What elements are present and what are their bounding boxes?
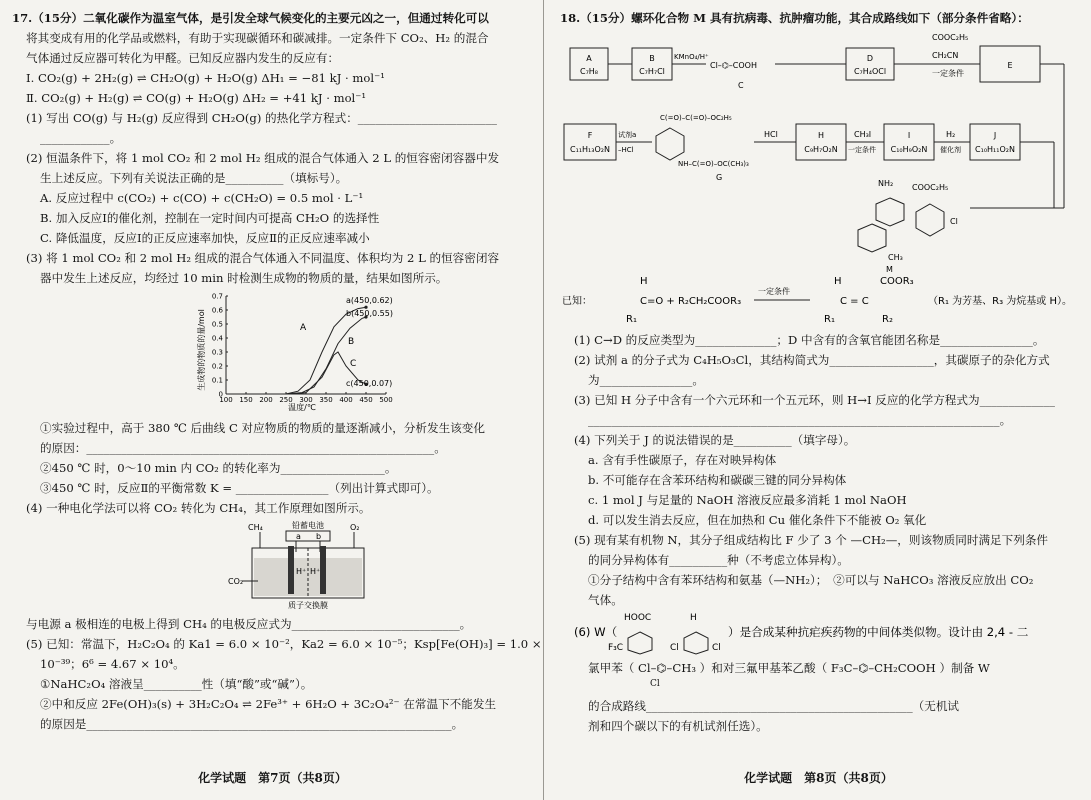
M-ester: COOC₂H₅	[912, 183, 949, 192]
q17-part5-1: (5) 已知：常温下，H₂C₂O₄ 的 Ka1 = 6.0 × 10⁻²，Ka2 = 6.0 × 10⁻⁵；Ksp[Fe(OH)₃] = 1.0 ×	[26, 637, 542, 651]
q17-part1-blank: ____________。	[40, 131, 122, 145]
co2-label: CO₂	[228, 577, 244, 586]
chart-y-tick-label: 0.4	[211, 334, 223, 343]
I-label: I	[907, 131, 911, 140]
product-cc: C = C	[840, 296, 869, 307]
known-reactants: C=O + R₂CH₂COOR₃	[640, 296, 742, 307]
w-ring-1	[628, 632, 652, 654]
q17-part4-question: 与电源 a 极相连的电极上得到 CH₄ 的电极反应式为_____________________________。	[26, 617, 472, 631]
M-ring-2	[858, 224, 886, 252]
chart-x-tick-label: 150	[239, 396, 253, 404]
q17-part3-q2: ②450 ℃ 时，0～10 min 内 CO₂ 的转化率为__________________。	[40, 461, 397, 475]
point-c-label: c(450,0.07)	[346, 379, 393, 388]
G-top: C(=O)–C(=O)–OC₂H₅	[660, 114, 732, 122]
q18-part6-pre: (6) W（	[574, 625, 618, 639]
q18-part3b: _______________________________________________________________________。	[588, 413, 1012, 427]
known-r1: R₁	[626, 314, 637, 325]
F-formula: C₁₁H₁₃O₂N	[570, 145, 610, 154]
w-structure	[560, 610, 1080, 654]
product-r1: R₁	[824, 314, 835, 325]
chart-x-tick-label: 500	[379, 396, 393, 404]
product-h: H	[834, 276, 842, 287]
q18-option-b: b. 不可能存在含苯环结构和碳碳三键的同分异构体	[588, 473, 847, 487]
q18-option-a: a. 含有手性碳原子，存在对映异构体	[588, 453, 777, 467]
page-7-footer: 化学试题 第7页（共8页）	[198, 771, 347, 785]
q18-part5b: 的同分异构体有__________种（不考虑立体异构）。	[588, 553, 849, 567]
minus-hcl: –HCl	[618, 146, 634, 154]
q17-header: 17.（15分）二氧化碳作为温室气体，是引发全球气候变化的主要元凶之一，但通过转化可以	[12, 11, 489, 25]
electrode-right	[320, 546, 326, 594]
q18-part3a: (3) 已知 H 分子中含有一个六元环和一个五元环，则 H→I 反应的化学方程式为_____________	[574, 393, 1055, 407]
q18-part5-cond-end: 气体。	[588, 593, 623, 607]
q17-part4: (4) 一种电化学法可以将 CO₂ 转化为 CH₄，其工作原理如图所示。	[26, 501, 371, 515]
chart-y-tick-label: 0.5	[211, 320, 223, 329]
page-8	[546, 0, 1091, 800]
q18-part2b: 为________________。	[588, 373, 704, 387]
q18-part1: (1) C→D 的反应类型为______________；D 中含有的含氧官能团名称是________________。	[574, 333, 1045, 347]
H-label: H	[817, 131, 825, 140]
chart-x-tick-label: 300	[299, 396, 313, 404]
q17-part2-1: (2) 恒温条件下，将 1 mol CO₂ 和 2 mol H₂ 组成的混合气体通入 2 L 的恒容密闭容器中发	[26, 151, 500, 165]
q17-part3-1: (3) 将 1 mol CO₂ 和 2 mol H₂ 组成的混合气体通入不同温度、体积均为 2 L 的恒容密闭容	[26, 251, 500, 265]
A-label: A	[586, 54, 592, 63]
D-label: D	[866, 54, 874, 63]
condition-1: 一定条件	[932, 69, 964, 78]
w-ring-2	[684, 632, 708, 654]
M-label: M	[886, 265, 893, 274]
page-7	[0, 0, 545, 800]
J-label: J	[993, 131, 997, 140]
reagent-h2: H₂	[946, 130, 956, 139]
reagent-ch3i: CH₃I	[854, 130, 872, 139]
battery	[286, 531, 330, 541]
reagent-kmno4: KMnO₄/H⁺	[674, 53, 709, 61]
box-F	[564, 124, 616, 160]
box-H	[796, 124, 846, 160]
q17-option-a: A. 反应过程中 c(CO₂) + c(CO) + c(CH₂O) = 0.5 mol · L⁻¹	[40, 191, 364, 205]
q17-part5-q2a: ②中和反应 2Fe(OH)₃(s) + 3H₂C₂O₄ ⇌ 2Fe³⁺ + 6H₂O + 3C₂O₄²⁻ 在常温下不能发生	[40, 697, 497, 711]
product-r2: R₂	[882, 314, 893, 325]
q18-option-c: c. 1 mol J 与足量的 NaOH 溶液反应最多消耗 1 mol NaOH	[588, 493, 907, 507]
product-coor3: COOR₃	[880, 276, 914, 287]
chart-y-tick-label: 0.3	[211, 348, 223, 357]
q17-part5-q2b: 的原因是_______________________________________________________________。	[40, 717, 464, 731]
box-I	[884, 124, 934, 160]
curve-b-label: B	[348, 337, 355, 347]
known-h: H	[640, 276, 648, 287]
J-formula: C₁₀H₁₁O₂N	[975, 145, 1015, 154]
box-J	[970, 124, 1020, 160]
membrane-label: 质子交换膜	[288, 601, 328, 610]
M-nh2: NH₂	[878, 179, 894, 188]
q17-part3-2: 器中发生上述反应，均经过 10 min 时检测生成物的物质的量，结果如图所示。	[40, 271, 448, 285]
q17-option-b: B. 加入反应Ⅰ的催化剂，控制在一定时间内可提高 CH₂O 的选择性	[40, 211, 380, 225]
q18-part6-line3: 的合成路线______________________________________________（无机试	[588, 699, 960, 713]
chart-x-tick-label: 350	[319, 396, 333, 404]
known-note: （R₁ 为芳基、R₃ 为烷基或 H）。	[928, 296, 1072, 307]
chart-x-tick-label: 450	[359, 396, 373, 404]
chart-x-tick-label: 200	[259, 396, 273, 404]
q18-header: 18.（15分）螺环化合物 M 具有抗病毒、抗肿瘤功能，其合成路线如下（部分条件省略）：	[560, 11, 1029, 25]
q17-intro-2: 气体通过反应器可转化为甲醛。已知反应器内发生的反应有：	[26, 51, 340, 65]
known-reaction	[560, 272, 1080, 326]
q18-part6-post: ）是合成某种抗疟疾药物的中间体类似物。设计由 2,4 - 二	[728, 625, 1029, 639]
M-ring-1	[876, 198, 904, 226]
q17-part2-2: 生上述反应。下列有关说法正确的是__________（填标号）。	[40, 171, 348, 185]
reagent-ch2cn: CH₂CN	[932, 51, 959, 60]
q18-part2a: (2) 试剂 a 的分子式为 C₄H₅O₃Cl，其结构简式为__________________，其碳原子的杂化方式	[574, 353, 1050, 367]
w-cl-2: Cl	[712, 643, 721, 653]
known-prefix: 已知：	[562, 296, 592, 307]
q17-part5-2: 10⁻³⁹；6⁶ = 4.67 × 10⁴。	[40, 657, 185, 671]
H-formula: C₉H₇O₂N	[804, 145, 838, 154]
D-formula: C₇H₄OCl	[853, 67, 887, 76]
q18-part5a: (5) 现有某有机物 N，其分子组成结构比 F 少了 3 个 —CH₂—，则该物质同时满足下列条件	[574, 533, 1049, 547]
catalyst: 催化剂	[940, 146, 961, 154]
q18-part4: (4) 下列关于 J 的说法错误的是__________（填字母）。	[574, 433, 856, 447]
q17-part1: (1) 写出 CO(g) 与 H₂(g) 反应得到 CH₂O(g) 的热化学方程式：________________________	[26, 111, 497, 125]
chart-y-tick-label: 0.7	[211, 292, 223, 301]
M-ring-3	[916, 204, 944, 236]
E-label: E	[1007, 61, 1013, 70]
q17-part3-q3: ③450 ℃ 时，反应Ⅱ的平衡常数 K = ________________（列出计算式即可）。	[40, 481, 439, 495]
q18-part5-cond: ①分子结构中含有苯环结构和氨基（—NH₂）； ②可以与 NaHCO₃ 溶液反应放出 CO₂	[588, 573, 1034, 587]
chart-y-tick-label: 0	[218, 390, 223, 399]
q17-part5-q1: ①NaHC₂O₄ 溶液呈__________性（填“酸”或“碱”）。	[40, 677, 313, 691]
B-formula: C₇H₇Cl	[639, 67, 665, 76]
q17-intro-1: 将其变成有用的化学品或燃料，有助于实现碳循环和碳减排。一定条件下 CO₂、H₂ 的混合	[26, 31, 489, 45]
point-a-label: a(450,0.62)	[346, 296, 393, 305]
chart-ylabel: 生成物的物质的量/mol	[197, 309, 206, 391]
w-f3c: F₃C	[608, 643, 624, 653]
condition-2: 一定条件	[848, 146, 876, 154]
page-8-footer: 化学试题 第8页（共8页）	[744, 771, 893, 785]
chart-xlabel: 温度/℃	[288, 403, 316, 412]
q18-part6-cl: Cl	[650, 679, 660, 689]
terminal-b: b	[316, 532, 322, 541]
curve-a-label: A	[300, 323, 307, 333]
product-amount-chart	[12, 288, 537, 414]
q18-part6-line2: 氯甲苯（ Cl–⌬–CH₃ ）和对三氟甲基苯乙酸（ F₃C–⌬–CH₂COOH ）制备 W	[588, 661, 990, 675]
G-ring	[656, 128, 684, 160]
B-label: B	[649, 54, 655, 63]
M-cl: Cl	[950, 217, 958, 226]
reagent-a: 试剂a	[618, 131, 637, 139]
C-label: C	[738, 81, 744, 90]
ch4-label: CH₄	[248, 523, 263, 532]
chart-x-tick-label: 250	[279, 396, 293, 404]
battery-label: 铅蓄电池	[292, 521, 324, 530]
w-cl-1: Cl	[670, 643, 679, 653]
o2-label: O₂	[350, 523, 360, 532]
h-plus-2: H⁺	[310, 567, 321, 576]
synthesis-scheme	[560, 28, 1080, 274]
q18-option-d: d. 可以发生消去反应，但在加热和 Cu 催化条件下不能被 O₂ 氧化	[588, 513, 927, 527]
reagent-hcl: HCl	[764, 130, 778, 139]
point-b-label: b(450,0.55)	[346, 309, 393, 318]
q17-part3-q1b: 的原因：____________________________________________________________。	[40, 441, 446, 455]
chart-x-tick-label: 400	[339, 396, 353, 404]
G-bottom: NH–C(=O)–OC(CH₃)₃	[678, 160, 749, 168]
q17-option-c: C. 降低温度，反应Ⅰ的正反应速率加快，反应Ⅱ的正反应速率减小	[40, 231, 370, 245]
terminal-a: a	[296, 532, 301, 541]
I-formula: C₁₀H₉O₂N	[890, 145, 928, 154]
h-plus-1: H⁺	[296, 567, 307, 576]
w-h: H	[690, 613, 697, 623]
A-formula: C₇H₈	[579, 67, 599, 76]
C-structure: Cl–⌬–COOH	[710, 61, 757, 70]
chart-y-tick-label: 0.6	[211, 306, 223, 315]
F-label: F	[587, 131, 593, 140]
reaction-2: Ⅱ. CO₂(g) + H₂(g) ⇌ CO(g) + H₂O(g) ΔH₂ = +41 kJ · mol⁻¹	[26, 91, 367, 105]
q18-part6-line4: 剂和四个碳以下的有机试剂任选）。	[588, 719, 768, 733]
q17-part3-q1a: ①实验过程中，高于 380 ℃ 后曲线 C 对应物质的物质的量逐渐减小，分析发生该变化	[40, 421, 485, 435]
reaction-1: Ⅰ. CO₂(g) + 2H₂(g) ⇌ CH₂O(g) + H₂O(g) ΔH₁ = −81 kJ · mol⁻¹	[26, 71, 385, 85]
chart-y-tick-label: 0.2	[211, 362, 223, 371]
electrolysis-cell-diagram	[12, 518, 537, 610]
G-label: G	[716, 173, 723, 182]
reagent-cooc2h5: COOC₂H₅	[932, 33, 969, 42]
chart-x-tick-label: 100	[219, 396, 233, 404]
curve-c-label: C	[350, 359, 357, 369]
electrode-left	[288, 546, 294, 594]
chart-y-tick-label: 0.1	[211, 376, 223, 385]
w-hooc: HOOC	[624, 613, 652, 623]
known-condition: 一定条件	[758, 287, 790, 296]
M-ch3: CH₃	[888, 253, 903, 262]
